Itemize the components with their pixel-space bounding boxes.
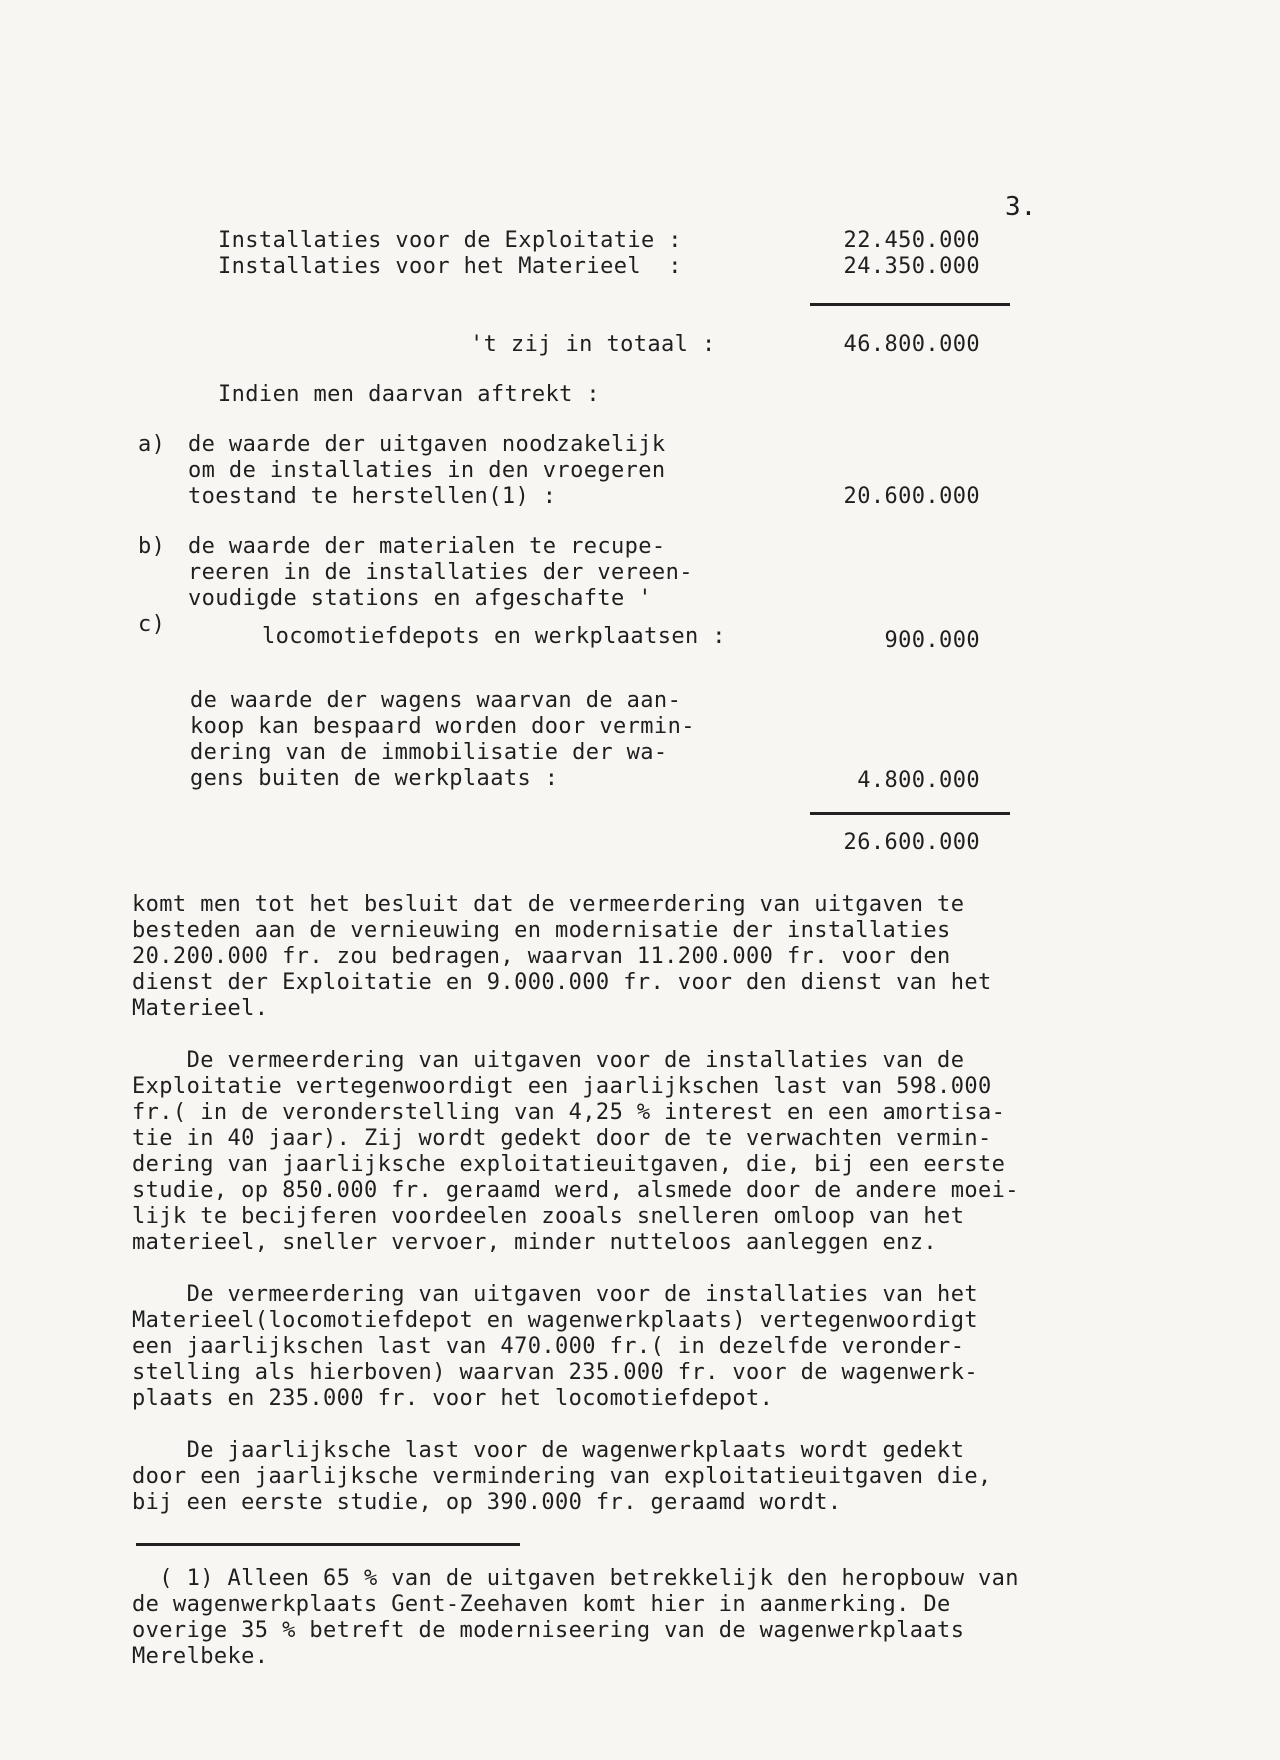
item-a-value: 20.600.000 xyxy=(843,484,980,509)
paragraph-line: 20.200.000 fr. zou bedragen, waarvan 11.200.000 fr. voor den xyxy=(132,944,951,969)
paragraph-line: studie, op 850.000 fr. geraamd werd, alsmede door de andere moei- xyxy=(132,1178,1019,1203)
item-a-marker: a) xyxy=(138,432,166,457)
paragraph-line: tie in 40 jaar). Zij wordt gedekt door de te verwachten vermin- xyxy=(132,1126,992,1151)
subtotal-value: 26.600.000 xyxy=(843,830,980,855)
paragraph-line: een jaarlijkschen last van 470.000 fr.( in dezelfde veronder- xyxy=(132,1334,965,1359)
paragraph-line: De vermeerdering van uitgaven voor de installaties van het xyxy=(132,1282,978,1307)
item-a-line: de waarde der uitgaven noodzakelijk xyxy=(188,432,666,457)
paragraph-line: bij een eerste studie, op 390.000 fr. geraamd wordt. xyxy=(132,1490,842,1515)
item-d-line: dering van de immobilisatie der wa- xyxy=(190,740,668,765)
sum-rule xyxy=(810,303,1010,306)
footnote-line: overige 35 % betreft de moderniseering van de wagenwerkplaats xyxy=(132,1618,965,1643)
item-d-line: gens buiten de werkplaats : xyxy=(190,766,559,791)
total-value: 46.800.000 xyxy=(843,332,980,357)
paragraph-line: dienst der Exploitatie en 9.000.000 fr. voor den dienst van het xyxy=(132,970,992,995)
page-number: 3. xyxy=(1005,192,1037,222)
footnote-line: de wagenwerkplaats Gent-Zeehaven komt hier in aanmerking. De xyxy=(132,1592,951,1617)
paragraph-line: fr.( in de veronderstelling van 4,25 % interest en een amortisa- xyxy=(132,1100,1006,1125)
item-b-line: voudigde stations en afgeschafte ' xyxy=(188,586,652,611)
item-c-line: locomotiefdepots en werkplaatsen : xyxy=(262,624,726,649)
item-d-line: de waarde der wagens waarvan de aan- xyxy=(190,688,682,713)
paragraph-line: besteden aan de vernieuwing en modernisatie der installaties xyxy=(132,918,951,943)
item-b-line: reeren in de installaties der vereen- xyxy=(188,560,693,585)
item-b-line: de waarde der materialen te recupe- xyxy=(188,534,666,559)
item-c-value: 900.000 xyxy=(884,628,980,653)
item-a-line: toestand te herstellen(1) : xyxy=(188,484,557,509)
paragraph-line: Materieel. xyxy=(132,996,269,1021)
line-exploitatie-value: 22.450.000 xyxy=(843,228,980,253)
subtotal-rule xyxy=(810,812,1010,815)
footnote-line: ( 1) Alleen 65 % van de uitgaven betrekkelijk den heropbouw van xyxy=(132,1566,1019,1591)
paragraph-line: door een jaarlijksche vermindering van exploitatieuitgaven die, xyxy=(132,1464,992,1489)
item-b-marker: b) xyxy=(138,534,166,559)
total-label: 't zij in totaal : xyxy=(470,332,716,357)
line-exploitatie-label: Installaties voor de Exploitatie : xyxy=(218,228,682,253)
paragraph-line: De vermeerdering van uitgaven voor de installaties van de xyxy=(132,1048,965,1073)
paragraph-line: komt men tot het besluit dat de vermeerdering van uitgaven te xyxy=(132,892,965,917)
paragraph-line: dering van jaarlijksche exploitatieuitgaven, die, bij een eerste xyxy=(132,1152,1006,1177)
paragraph-line: plaats en 235.000 fr. voor het locomotiefdepot. xyxy=(132,1386,774,1411)
paragraph-line: Exploitatie vertegenwoordigt een jaarlijkschen last van 598.000 xyxy=(132,1074,992,1099)
footnote-rule xyxy=(136,1543,520,1546)
line-materieel-label: Installaties voor het Materieel : xyxy=(218,254,682,279)
item-d-value: 4.800.000 xyxy=(857,768,980,793)
paragraph-line: materieel, sneller vervoer, minder nutteloos aanleggen enz. xyxy=(132,1230,938,1255)
footnote-line: Merelbeke. xyxy=(132,1644,269,1669)
paragraph-line: lijk te becijferen voordeelen zooals snelleren omloop van het xyxy=(132,1204,965,1229)
paragraph-line: Materieel(locomotiefdepot en wagenwerkplaats) vertegenwoordigt xyxy=(132,1308,978,1333)
paragraph-line: De jaarlijksche last voor de wagenwerkplaats wordt gedekt xyxy=(132,1438,965,1463)
paragraph-line: stelling als hierboven) waarvan 235.000 fr. voor de wagenwerk- xyxy=(132,1360,978,1385)
line-materieel-value: 24.350.000 xyxy=(843,254,980,279)
item-c-marker: c) xyxy=(138,612,166,637)
item-a-line: om de installaties in den vroegeren xyxy=(188,458,666,483)
deduct-intro: Indien men daarvan aftrekt : xyxy=(218,382,601,407)
item-d-line: koop kan bespaard worden door vermin- xyxy=(190,714,695,739)
